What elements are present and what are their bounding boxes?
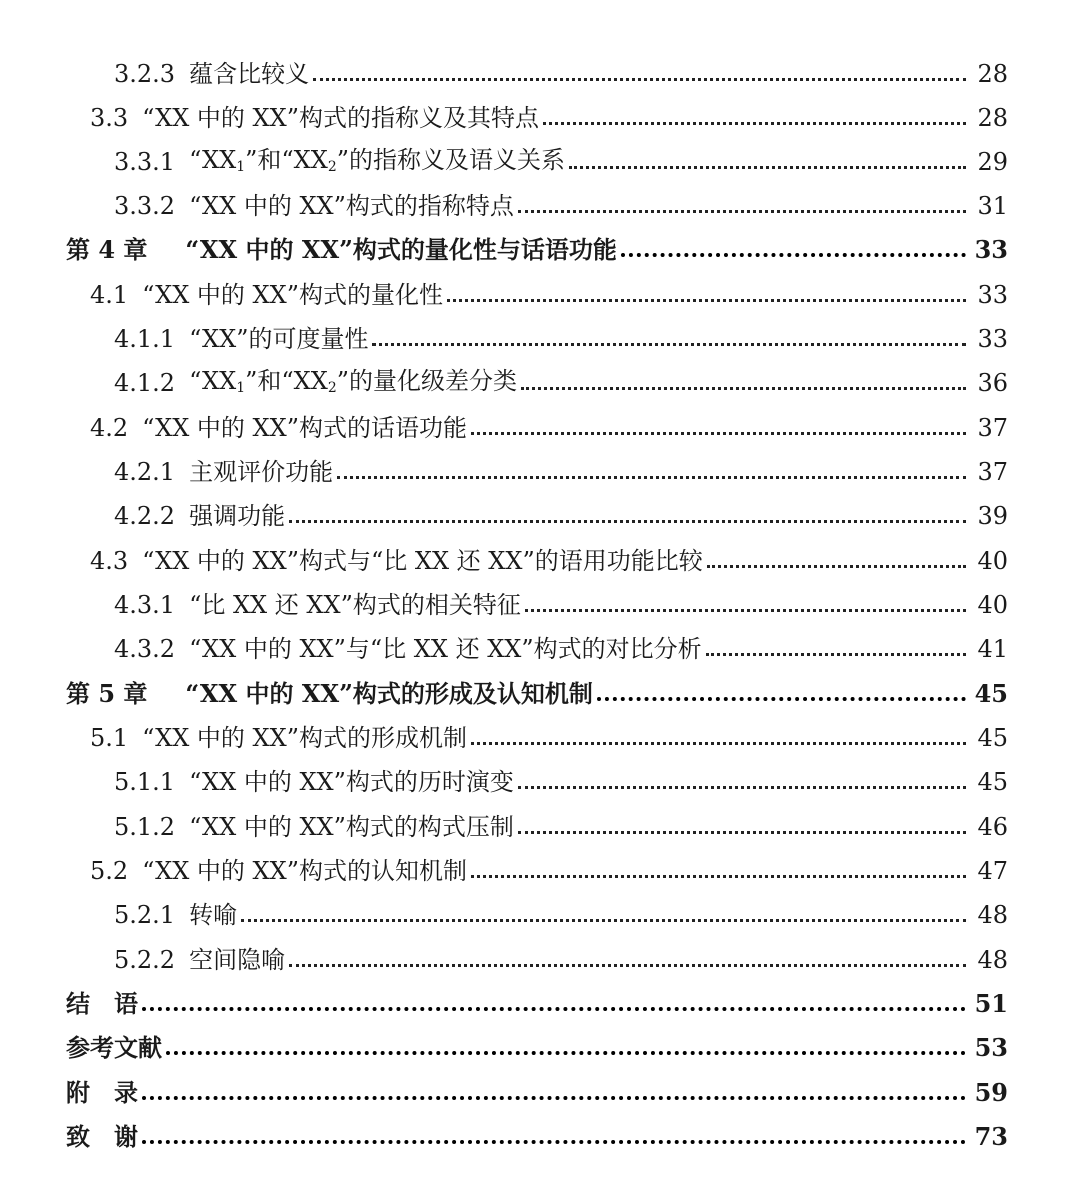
toc-entry-page: 48 [977, 901, 1008, 929]
toc-entry [0, 444, 1080, 484]
toc-entry [0, 134, 1080, 174]
toc-entry-title: 参考文献 [66, 1033, 162, 1062]
toc-entry-page: 37 [977, 458, 1008, 486]
dot-leader [706, 653, 966, 656]
toc-entry-number: 4.1.1 [114, 325, 176, 353]
toc-entry-page: 73 [974, 1122, 1008, 1151]
toc-entry-page: 29 [977, 148, 1008, 176]
toc-chapter [0, 222, 1080, 262]
dot-leader [518, 210, 966, 213]
toc-entry [0, 932, 1080, 972]
toc-entry-number: 4.2 [90, 414, 129, 442]
toc-entry-number: 4.3 [90, 547, 129, 575]
toc-entry-number: 4.1 [90, 281, 129, 309]
toc-entry [0, 754, 1080, 794]
toc-entry-title: 结 语 [66, 989, 138, 1018]
toc-entry [0, 178, 1080, 218]
toc-entry [0, 710, 1080, 750]
toc-entry [0, 533, 1080, 573]
toc-entry-title: “XX 中的 XX”构式与“比 XX 还 XX”的语用功能比较 [142, 547, 703, 575]
dot-leader [521, 387, 966, 390]
toc-entry-page: 46 [977, 813, 1008, 841]
toc-entry-title: 主观评价功能 [189, 458, 334, 486]
toc-entry-page: 37 [977, 414, 1008, 442]
toc-entry-page: 45 [977, 724, 1008, 752]
toc-entry [0, 267, 1080, 307]
toc-entry-page: 28 [977, 104, 1008, 132]
toc-entry-page: 48 [977, 946, 1008, 974]
dot-leader [525, 609, 966, 612]
dot-leader [707, 565, 966, 568]
dot-leader [337, 476, 966, 479]
dot-leader [142, 1140, 966, 1144]
toc-entry-number: 5.2.2 [114, 946, 176, 974]
toc-entry-title: 蕴含比较义 [189, 60, 310, 88]
toc-entry-page: 47 [977, 857, 1008, 885]
toc-entry [0, 400, 1080, 440]
toc-entry-number: 4.3.2 [114, 635, 176, 663]
toc-entry [0, 311, 1080, 351]
dot-leader [569, 166, 966, 169]
toc-entry-page: 33 [977, 325, 1008, 353]
dot-leader [621, 253, 966, 257]
toc-entry-title: “XX 中的 XX”与“比 XX 还 XX”构式的对比分析 [189, 635, 702, 663]
toc-entry-title: “XX 中的 XX”构式的指称义及其特点 [142, 104, 539, 132]
dot-leader [471, 742, 966, 745]
toc-entry [0, 488, 1080, 528]
toc-entry-page: 51 [974, 989, 1008, 1018]
toc-entry-number: 5.1.1 [114, 768, 176, 796]
toc-entry [0, 355, 1080, 395]
toc-entry-number: 4.2.2 [114, 502, 176, 530]
toc-entry-title: “XX 中的 XX”构式的构式压制 [189, 813, 514, 841]
dot-leader [313, 78, 966, 81]
toc-entry-title: 空间隐喻 [189, 946, 286, 974]
toc-entry-page: 45 [977, 768, 1008, 796]
toc-entry-number: 5.2.1 [114, 901, 176, 929]
toc-entry-title: “比 XX 还 XX”构式的相关特征 [189, 591, 521, 619]
toc-entry-number: 4.1.2 [114, 369, 176, 397]
dot-leader [166, 1051, 966, 1055]
dot-leader [372, 343, 966, 346]
toc-entry-number: 3.2.3 [114, 60, 176, 88]
toc-entry-title: 附 录 [66, 1078, 138, 1107]
toc-entry-title: “$XX_1$”和“$XX_2$”的量化级差分类 [189, 367, 518, 396]
toc-entry-title: “XX 中的 XX”构式的历时演变 [189, 768, 514, 796]
toc-entry-page: 41 [977, 635, 1008, 663]
dot-leader [471, 432, 966, 435]
toc-entry-page: 36 [977, 369, 1008, 397]
toc-entry [0, 577, 1080, 617]
toc-entry-number: 4.2.1 [114, 458, 176, 486]
toc-entry-title: “XX 中的 XX”构式的量化性 [142, 281, 443, 309]
dot-leader [471, 875, 966, 878]
toc-entry-title: 致 谢 [66, 1122, 138, 1151]
dot-leader [543, 122, 966, 125]
toc-entry [0, 46, 1080, 86]
toc-entry [0, 843, 1080, 883]
dot-leader [518, 786, 966, 789]
toc-entry-title: “XX 中的 XX”构式的认知机制 [142, 857, 467, 885]
toc-entry-number: 3.3 [90, 104, 129, 132]
dot-leader [447, 299, 966, 302]
toc-entry [0, 799, 1080, 839]
dot-leader [289, 964, 966, 967]
toc-entry-page: 45 [974, 679, 1008, 708]
toc-entry-page: 39 [977, 502, 1008, 530]
toc-entry-number: 3.3.1 [114, 148, 176, 176]
toc-entry-title: “XX 中的 XX”构式的形成机制 [142, 724, 467, 752]
toc-entry-title: “XX 中的 XX”构式的形成及认知机制 [185, 679, 593, 708]
toc-chapter [0, 1020, 1080, 1060]
toc-entry-number: 3.3.2 [114, 192, 176, 220]
dot-leader [142, 1007, 966, 1011]
toc-entry-page: 53 [974, 1033, 1008, 1062]
toc-entry-title: 转喻 [189, 901, 238, 929]
toc-entry-number: 5.1.2 [114, 813, 176, 841]
dot-leader [597, 697, 966, 701]
toc-entry-title: “$XX_1$”和“$XX_2$”的指称义及语义关系 [189, 146, 566, 175]
toc-entry-page: 33 [974, 235, 1008, 264]
toc-entry-title: 强调功能 [189, 502, 286, 530]
toc-chapter [0, 666, 1080, 706]
toc-entry-number: 4.3.1 [114, 591, 176, 619]
dot-leader [289, 520, 966, 523]
toc-chapter [0, 1109, 1080, 1149]
toc-entry-page: 40 [977, 547, 1008, 575]
toc-entry [0, 90, 1080, 130]
toc-entry [0, 621, 1080, 661]
toc-entry-number: 第 5 章 [66, 679, 148, 708]
toc-entry-title: “XX”的可度量性 [189, 325, 369, 353]
dot-leader [142, 1096, 966, 1100]
toc-entry-page: 40 [977, 591, 1008, 619]
dot-leader [241, 919, 966, 922]
toc-entry-page: 28 [977, 60, 1008, 88]
toc-entry-page: 33 [977, 281, 1008, 309]
toc-entry-title: “XX 中的 XX”构式的量化性与话语功能 [185, 235, 617, 264]
toc-chapter [0, 976, 1080, 1016]
toc-entry-number: 第 4 章 [66, 235, 148, 264]
toc-entry-page: 59 [974, 1078, 1008, 1107]
toc-entry-number: 5.2 [90, 857, 129, 885]
dot-leader [518, 831, 966, 834]
toc-entry-page: 31 [977, 192, 1008, 220]
toc-entry-number: 5.1 [90, 724, 129, 752]
toc-chapter [0, 1065, 1080, 1105]
toc-entry-title: “XX 中的 XX”构式的指称特点 [189, 192, 514, 220]
toc-entry [0, 887, 1080, 927]
toc-entry-title: “XX 中的 XX”构式的话语功能 [142, 414, 467, 442]
